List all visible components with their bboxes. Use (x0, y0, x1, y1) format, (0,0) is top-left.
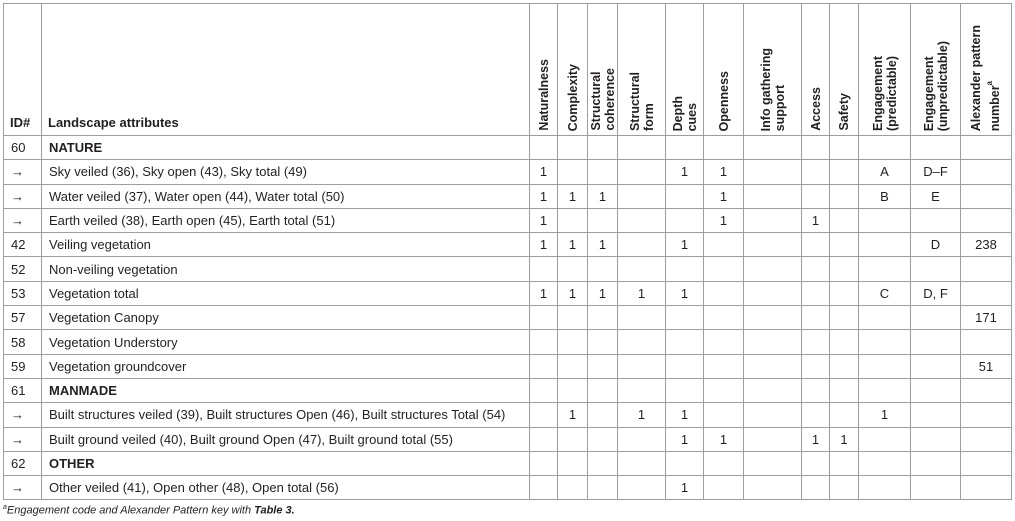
table-cell (911, 136, 961, 160)
header-col (558, 4, 588, 136)
footnote-text: Engagement code and Alexander Pattern key with (6, 504, 255, 517)
table-cell (744, 257, 802, 281)
table-cell: 238 (961, 233, 1012, 257)
table-cell (859, 330, 911, 354)
table-cell (666, 451, 704, 475)
table-cell (666, 330, 704, 354)
table-row (4, 233, 1012, 257)
table-cell: 1 (830, 427, 859, 451)
row-id: → (4, 476, 42, 500)
table-cell (618, 354, 666, 378)
table-row (4, 330, 1012, 354)
section-heading: OTHER (42, 451, 530, 475)
table-cell: 1 (666, 427, 704, 451)
table-cell (618, 136, 666, 160)
header-col (588, 4, 618, 136)
table-cell (961, 160, 1012, 184)
table-row (4, 476, 1012, 500)
table-row (4, 184, 1012, 208)
table-cell (618, 160, 666, 184)
table-cell (830, 160, 859, 184)
table-cell (530, 451, 558, 475)
table-cell (744, 378, 802, 402)
row-id: 61 (4, 378, 42, 402)
table-cell (588, 306, 618, 330)
header-col-line: Complexity (565, 63, 580, 131)
table-row (4, 257, 1012, 281)
table-cell (704, 330, 744, 354)
table-cell: 1 (704, 427, 744, 451)
header-id: ID# (4, 4, 42, 136)
table-cell (618, 306, 666, 330)
table-cell (961, 257, 1012, 281)
table-cell (859, 354, 911, 378)
table-cell: 1 (666, 403, 704, 427)
table-cell (859, 233, 911, 257)
header-col-line: Info gathering (758, 47, 773, 131)
table-cell (618, 451, 666, 475)
table-cell (859, 136, 911, 160)
header-col (530, 4, 558, 136)
table-cell (802, 403, 830, 427)
header-col (802, 4, 830, 136)
table-row (4, 451, 1012, 475)
header-row (4, 4, 1012, 136)
header-col-line: Structural (588, 71, 603, 131)
table-cell (961, 378, 1012, 402)
header-col-line: Engagement (921, 55, 936, 131)
table-cell (830, 136, 859, 160)
table-cell: 1 (558, 403, 588, 427)
table-cell (744, 330, 802, 354)
table-row (4, 378, 1012, 402)
table-cell (744, 184, 802, 208)
table-cell: 1 (802, 427, 830, 451)
table-cell (859, 476, 911, 500)
section-heading: NATURE (42, 136, 530, 160)
table-cell (618, 378, 666, 402)
table-cell (802, 281, 830, 305)
table-cell (588, 378, 618, 402)
row-id: 59 (4, 354, 42, 378)
table-cell (961, 451, 1012, 475)
table-cell (588, 354, 618, 378)
row-id: → (4, 208, 42, 232)
table-cell: A (859, 160, 911, 184)
table-cell (744, 451, 802, 475)
table-cell (558, 330, 588, 354)
table-cell (911, 378, 961, 402)
table-cell (744, 306, 802, 330)
table-cell (704, 281, 744, 305)
table-row (4, 354, 1012, 378)
table-cell: 1 (588, 184, 618, 208)
table-cell (961, 281, 1012, 305)
table-cell (830, 476, 859, 500)
table-cell: 1 (530, 208, 558, 232)
table-cell (961, 330, 1012, 354)
row-attribute: Other veiled (41), Open other (48), Open total (56) (42, 476, 530, 500)
table-cell: 1 (530, 160, 558, 184)
table-cell (961, 403, 1012, 427)
table-cell: 1 (558, 233, 588, 257)
table-cell (830, 208, 859, 232)
table-cell (744, 208, 802, 232)
table-cell (802, 306, 830, 330)
table-cell (618, 208, 666, 232)
table-cell (530, 306, 558, 330)
header-landscape-attributes: Landscape attributes (42, 4, 530, 136)
table-cell (558, 451, 588, 475)
table-cell (530, 330, 558, 354)
table-cell (666, 257, 704, 281)
table-cell (911, 257, 961, 281)
table-cell (744, 476, 802, 500)
row-id: 52 (4, 257, 42, 281)
table-cell (911, 208, 961, 232)
table-cell (744, 403, 802, 427)
table-cell (588, 451, 618, 475)
table-cell (588, 403, 618, 427)
table-row (4, 427, 1012, 451)
table-cell (830, 354, 859, 378)
table-cell (618, 427, 666, 451)
header-col (961, 4, 1012, 136)
table-cell (704, 136, 744, 160)
table-cell (961, 208, 1012, 232)
table-cell: D, F (911, 281, 961, 305)
table-cell (830, 281, 859, 305)
table-cell (666, 306, 704, 330)
header-col-line: Safety (837, 93, 851, 131)
table-cell (802, 136, 830, 160)
table-cell (666, 354, 704, 378)
table-cell (830, 378, 859, 402)
table-cell (744, 281, 802, 305)
table-cell: 1 (558, 281, 588, 305)
header-col-line: Structural (627, 71, 642, 131)
table-cell (911, 427, 961, 451)
table-cell (744, 136, 802, 160)
table-cell: 1 (530, 184, 558, 208)
table-cell (558, 476, 588, 500)
table-cell (911, 403, 961, 427)
header-col-line: cues (684, 102, 699, 131)
table-cell (530, 378, 558, 402)
header-col-line: (predictable) (884, 55, 899, 131)
table-cell (830, 403, 859, 427)
table-cell (704, 403, 744, 427)
table-cell (530, 427, 558, 451)
table-cell (859, 208, 911, 232)
table-cell (558, 208, 588, 232)
row-id: 53 (4, 281, 42, 305)
header-col (744, 4, 802, 136)
table-cell (558, 257, 588, 281)
header-col (911, 4, 961, 136)
table-cell (859, 378, 911, 402)
table-cell: 1 (588, 233, 618, 257)
table-cell: 1 (802, 208, 830, 232)
row-id: 42 (4, 233, 42, 257)
table-cell (961, 476, 1012, 500)
table-cell (802, 233, 830, 257)
table-cell (666, 378, 704, 402)
table-cell: B (859, 184, 911, 208)
table-cell (911, 476, 961, 500)
table-cell (558, 136, 588, 160)
table-cell (618, 184, 666, 208)
table-cell (704, 354, 744, 378)
table-cell (588, 427, 618, 451)
table-row (4, 136, 1012, 160)
section-heading: MANMADE (42, 378, 530, 402)
table-cell (830, 306, 859, 330)
table-cell: 51 (961, 354, 1012, 378)
row-attribute: Veiling vegetation (42, 233, 530, 257)
table-cell (618, 476, 666, 500)
table-cell (859, 306, 911, 330)
table-row (4, 160, 1012, 184)
table-cell (704, 306, 744, 330)
table-cell (558, 354, 588, 378)
table-cell (830, 184, 859, 208)
table-cell: 1 (666, 160, 704, 184)
row-id: 58 (4, 330, 42, 354)
table-cell (588, 476, 618, 500)
table-cell (530, 403, 558, 427)
header-col-line: support (772, 84, 787, 131)
table-cell: 1 (704, 208, 744, 232)
header-col-line: Engagement (870, 55, 885, 131)
row-id: → (4, 403, 42, 427)
table-cell (704, 476, 744, 500)
table-cell (588, 330, 618, 354)
table-cell (802, 330, 830, 354)
table-cell: 1 (666, 233, 704, 257)
table-body (4, 136, 1012, 500)
table-cell (704, 451, 744, 475)
table-cell: 171 (961, 306, 1012, 330)
table-cell (588, 160, 618, 184)
table-cell (530, 354, 558, 378)
table-cell (666, 208, 704, 232)
row-attribute: Vegetation Understory (42, 330, 530, 354)
table-cell: 1 (704, 160, 744, 184)
table-cell (911, 354, 961, 378)
row-attribute: Non-veiling vegetation (42, 257, 530, 281)
row-id: → (4, 427, 42, 451)
row-attribute: Built structures veiled (39), Built structures Open (46), Built structures Total (54) (42, 403, 530, 427)
table-cell (666, 184, 704, 208)
table-cell (911, 451, 961, 475)
row-attribute: Sky veiled (36), Sky open (43), Sky total (49) (42, 160, 530, 184)
table-row (4, 281, 1012, 305)
table-cell (961, 184, 1012, 208)
table-cell (802, 476, 830, 500)
header-col (666, 4, 704, 136)
table-cell: 1 (704, 184, 744, 208)
table-cell: 1 (666, 476, 704, 500)
row-attribute: Vegetation Canopy (42, 306, 530, 330)
table-cell: D (911, 233, 961, 257)
table-row (4, 403, 1012, 427)
table-cell (802, 160, 830, 184)
table-cell: 1 (588, 281, 618, 305)
header-col-line-text: number (988, 85, 1003, 131)
header-col-line: Openness (716, 70, 731, 131)
row-id: 60 (4, 136, 42, 160)
table-cell (744, 427, 802, 451)
table-cell: D–F (911, 160, 961, 184)
table-cell: 1 (530, 281, 558, 305)
table-cell (911, 306, 961, 330)
table-cell: 1 (618, 281, 666, 305)
table-row (4, 306, 1012, 330)
row-attribute: Water veiled (37), Water open (44), Water total (50) (42, 184, 530, 208)
table-cell (859, 451, 911, 475)
table-cell (558, 427, 588, 451)
table-cell (802, 378, 830, 402)
table-cell (618, 257, 666, 281)
table-cell (618, 233, 666, 257)
footnote-marker: a (3, 504, 7, 511)
table-cell (588, 136, 618, 160)
header-col (704, 4, 744, 136)
table-cell (830, 257, 859, 281)
table-cell: 1 (558, 184, 588, 208)
table-cell (558, 160, 588, 184)
footnote (3, 504, 295, 517)
header-col-line: Naturalness (536, 59, 551, 131)
header-col-line: coherence (602, 68, 617, 131)
table-cell: 1 (618, 403, 666, 427)
header-col (859, 4, 911, 136)
table-cell (802, 451, 830, 475)
header-col (830, 4, 859, 136)
table-cell (588, 257, 618, 281)
row-id: 62 (4, 451, 42, 475)
table-cell (666, 136, 704, 160)
table-cell: C (859, 281, 911, 305)
table-cell (830, 451, 859, 475)
table-cell (704, 378, 744, 402)
header-col (618, 4, 666, 136)
table-cell (961, 427, 1012, 451)
table-cell (744, 354, 802, 378)
table-cell (530, 136, 558, 160)
table-cell (558, 306, 588, 330)
row-attribute: Vegetation total (42, 281, 530, 305)
row-id: 57 (4, 306, 42, 330)
table-cell: 1 (666, 281, 704, 305)
row-id: → (4, 160, 42, 184)
header-col-line: (unpredictable) (935, 40, 950, 131)
header-col-line: Access (808, 87, 823, 131)
table-cell (802, 257, 830, 281)
row-attribute: Earth veiled (38), Earth open (45), Earth total (51) (42, 208, 530, 232)
table-cell (744, 160, 802, 184)
table-row (4, 208, 1012, 232)
table-cell (588, 208, 618, 232)
table-cell (744, 233, 802, 257)
table-cell (911, 330, 961, 354)
table-cell: 1 (859, 403, 911, 427)
header-col-line (983, 25, 1002, 131)
table-cell (704, 233, 744, 257)
landscape-attributes-table (3, 3, 1012, 500)
table-cell (802, 184, 830, 208)
table-cell: 1 (530, 233, 558, 257)
header-col-superscript: a (985, 80, 995, 86)
table-cell (704, 257, 744, 281)
row-id: → (4, 184, 42, 208)
row-attribute: Built ground veiled (40), Built ground Open (47), Built ground total (55) (42, 427, 530, 451)
footnote-table-ref: Table 3. (254, 504, 295, 517)
table-cell (859, 427, 911, 451)
header-col-line: Alexander pattern (969, 24, 984, 131)
header-col-line: Depth (670, 95, 685, 131)
row-attribute: Vegetation groundcover (42, 354, 530, 378)
table-cell (530, 476, 558, 500)
table-cell (558, 378, 588, 402)
table-cell (802, 354, 830, 378)
table-cell (618, 330, 666, 354)
table-cell (859, 257, 911, 281)
table-cell (830, 330, 859, 354)
table-cell (830, 233, 859, 257)
table-cell (530, 257, 558, 281)
table-cell: E (911, 184, 961, 208)
header-col-line: form (641, 103, 656, 131)
table-cell (961, 136, 1012, 160)
